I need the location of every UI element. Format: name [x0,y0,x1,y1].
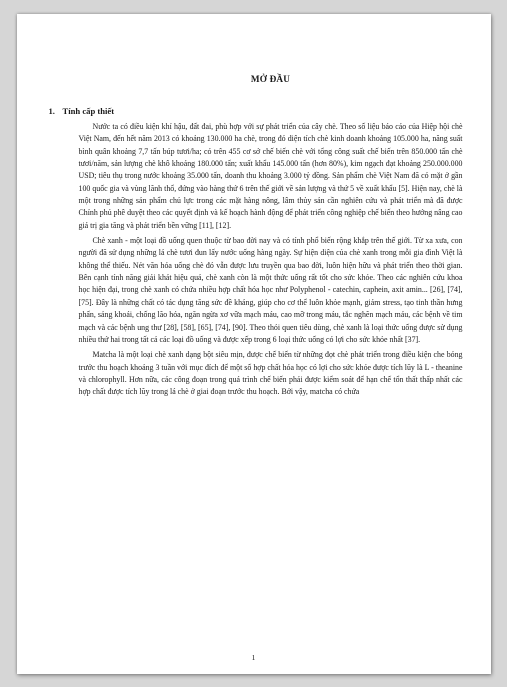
paragraph-2: Chè xanh - một loại đồ uống quen thuộc từ bao đời nay và có tính phổ biến rộng khắp trên thế giới. Từ xa xưa, con người đã sử dụng những lá chè tươi đun lấy nước uống hàng ngày. Sự hiện diện của chè xanh trong mỗi gia đình Việt là không thể thiếu. Nét văn hóa uống chè đó vẫn được lưu truyền qua bao đời, luôn hiện hữu và phát triển theo thời gian. Bên cạnh tính năng giải khát hiệu quả, chè xanh còn là một thức uống rất tốt cho sức khỏe. Theo các nghiên cứu khoa học hiện đại, trong chè xanh có chứa nhiều hợp chất hóa học như Polyphenol - catechin, caphein, axit amin... [26], [74], [75]. Đây là những chất có tác dụng tăng sức đề kháng, giúp cho cơ thể luôn khỏe mạnh, giảm stress, tạo tinh thần hưng phấn, sảng khoái, chống lão hóa, ngăn ngừa xơ vữa mạch máu, cao mỡ trong máu, tắc nghẽn mạch máu, các bệnh về tim mạch và các bệnh ung thư [28], [58], [65], [74], [90]. Theo thói quen tiêu dùng, chè xanh là loại thức uống được sử dụng nhiều thứ hai trong tất cả các loại đồ uống và được xếp trong 6 loại thức uống có lợi cho sức khỏe nhất [37]. [78,236,463,344]
document-page [17,14,491,674]
section-heading-text: Tính cấp thiết [62,106,115,116]
page-title: MỞ ĐẦU [250,74,291,84]
paragraph-1: Nước ta có điều kiện khí hậu, đất đai, phù hợp với sự phát triển của cây chè. Theo số liệu báo cáo của Hiệp hội chè Việt Nam, đến hết năm 2013 có khoảng 130.000 ha chè, trong đó diện tích chè kinh doanh khoảng 105.000 ha, năng suất bình quân khoảng 7,7 tấn búp tươi/ha; có trên 455 cơ sở chế biến chè với tổng công suất chế biến trên 850.000 tấn chè tươi/năm, sản lượng chè khô khoảng 180.000 tấn; xuất khẩu 145.000 tấn (hơn 80%), kim ngạch đạt khoảng 250.000.000 USD; tiêu thụ trong nước khoảng 35.000 tấn, doanh thu khoảng 3.000 tỷ đồng. Sản phẩm chè Việt Nam đã có mặt ở gần 100 quốc gia và vùng lãnh thổ, đứng vào hàng thứ 6 trên thế giới về sản lượng và thứ 5 về xuất khẩu [5]. Hiện nay, chè là một trong những sản phẩm chủ lực trong các mặt hàng nông, lâm thủy sản cần nghiên cứu và phát triển mà đã được Chính phủ phê duyệt theo các quyết định và kế hoạch hành động để phát triển công nghiệp chế biến theo hướng nâng cao giá trị gia tăng và phát triển bền vững [11], [12]. [78,122,463,230]
page-number: 1 [251,653,256,662]
section-number: 1. [48,106,55,116]
section-heading [49,106,463,116]
paragraph-3: Matcha là một loại chè xanh dạng bột siêu mịn, được chế biến từ những đọt chè phát triển trong điều kiện che bóng trước thu hoạch khoảng 3 tuần với mục đích để một số hợp chất hóa học có lợi cho sức khỏe được tích lũy là L - theanine và chlorophyll. Hơn nữa, các công đoạn trong quá trình chế biến phải được kiểm soát để hạn chế tổn thất thấp nhất các hợp chất được tích lũy trong lá chè ở giai đoạn trước thu hoạch. Bởi vậy, matcha có chứa [78,350,463,397]
